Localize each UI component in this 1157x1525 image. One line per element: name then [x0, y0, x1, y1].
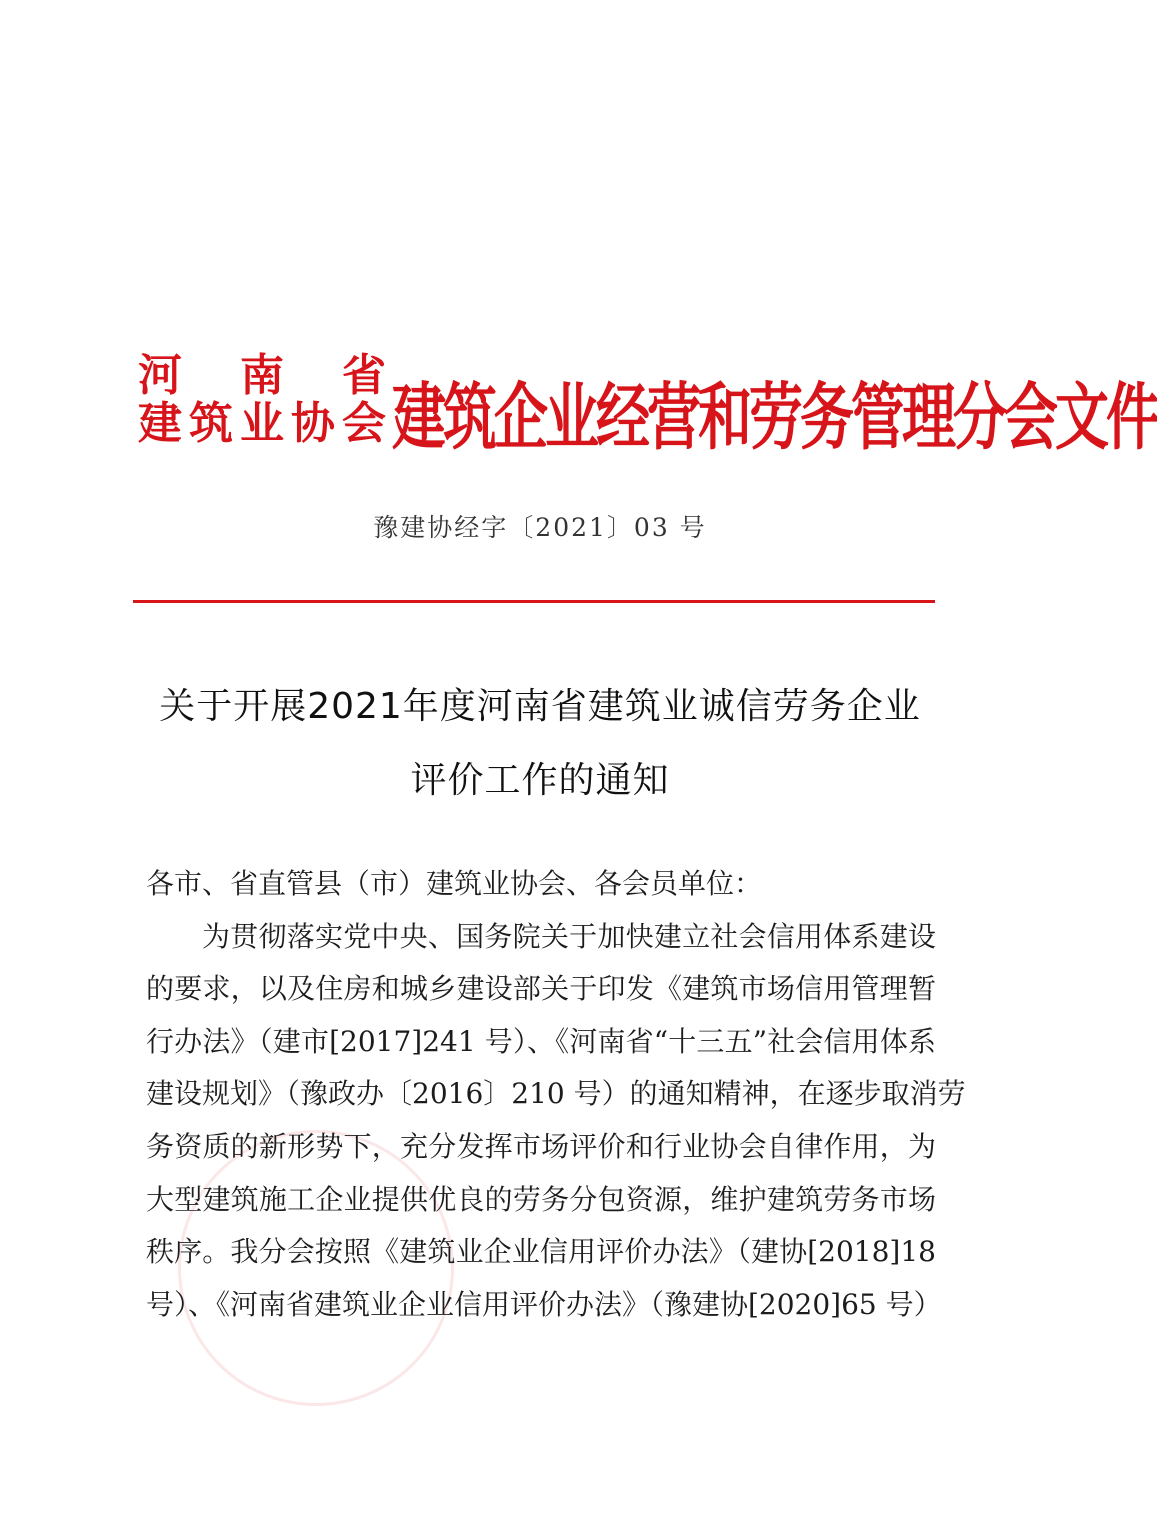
paragraph-line: 为贯彻落实党中央、国务院关于加快建立社会信用体系建设 — [202, 919, 936, 953]
red-divider-line — [133, 600, 935, 603]
org-char: 建 — [138, 398, 182, 449]
document-number: 豫建协经字〔2021〕03 号 — [373, 513, 707, 542]
paragraph-line: 务资质的新形势下，充分发挥市场评价和行业协会自律作用，为 — [146, 1129, 936, 1163]
org-name-line-2 — [138, 400, 386, 448]
paragraph-line: 秩序。我分会按照《建筑业企业信用评价办法》（建协[2018]18 — [146, 1235, 936, 1269]
branch-name-title: 建筑企业经营和劳务管理分会文件 — [392, 374, 1157, 460]
notice-body — [146, 858, 966, 1331]
notice-title-line-2: 评价工作的通知 — [410, 760, 670, 801]
paragraph-line: 的要求，以及住房和城乡建设部关于印发《建筑市场信用管理暂 — [146, 972, 936, 1006]
paragraph-line: 建设规划》（豫政办〔2016〕210 号）的通知精神，在逐步取消劳 — [146, 1077, 966, 1111]
org-char: 河 — [138, 350, 182, 401]
salutation: 各市、省直管县（市）建筑业协会、各会员单位： — [146, 867, 763, 900]
paragraph-line: 大型建筑施工企业提供优良的劳务分包资源，维护建筑劳务市场 — [146, 1182, 936, 1216]
org-char: 南 — [240, 350, 284, 401]
paragraph-line: 行办法》（建市[2017]241 号）、《河南省“十三五”社会信用体系 — [146, 1024, 936, 1058]
org-name-line-1 — [138, 352, 386, 400]
org-char: 协 — [291, 398, 335, 449]
org-char: 筑 — [189, 398, 233, 449]
org-char: 业 — [240, 398, 284, 449]
org-char: 省 — [342, 350, 386, 401]
notice-title-line-1: 关于开展2021年度河南省建筑业诚信劳务企业 — [159, 686, 921, 727]
paragraph-line: 号）、《河南省建筑业企业信用评价办法》（豫建协[2020]65 号） — [146, 1287, 942, 1321]
org-char: 会 — [342, 398, 386, 449]
letterhead — [138, 350, 1157, 462]
